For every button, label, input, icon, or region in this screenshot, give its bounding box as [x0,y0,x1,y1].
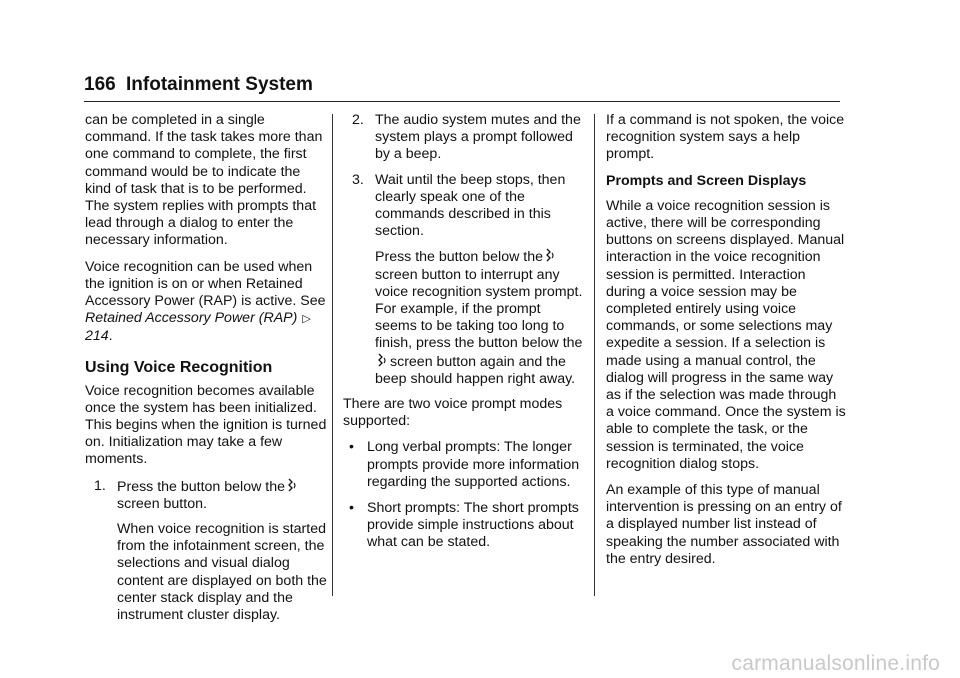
voice-recognition-icon [377,353,388,368]
step-text-part: screen button again and the beep should happen right away. [375,353,576,387]
bullet-icon: • [349,439,354,456]
section-heading: Using Voice Recognition [85,358,273,376]
list-item [343,172,585,388]
step-text: Wait until the beep stops, then clearly speak one of the commands described in this section. [375,171,566,240]
paragraph: An example of this type of manual intervention is pressing on an entry of a displayed number list instead of speaking the number associated with the entry desired. [606,482,842,567]
paragraph-text: Voice recognition can be used when the ignition is on or when Retained Accessory Power (RAP) is active. See [85,258,326,310]
paragraph: can be completed in a single command. If the task takes more than one command to complete, the first command would be to indicate the kind of task that is to be performed. The system replies with prompts that lead through a dialog to enter the necessary information. [85,112,323,249]
page-reference-icon: ▷ [302,313,311,326]
list-item [85,478,327,625]
step-text-part: screen button. [117,495,207,512]
step-number: 1. [94,477,106,494]
watermark: carmanualsonline.info [731,652,940,675]
bullet-text: Short prompts: The short prompts provide simple instructions about what can be stated. [367,500,579,551]
voice-recognition-icon [545,248,556,263]
sub-heading: Prompts and Screen Displays [606,172,807,189]
column-divider [594,114,595,596]
paragraph: While a voice recognition session is active, there will be corresponding buttons on screens displayed. Manual interaction in the voice recognition session is permitted. Interaction during a voice session may be completed entirely using voice commands, or some selections may expedite a session. If a selection is made using a manual control, the dialog will progress in the same way as if the selection was made through a voice command. Once the system is able to complete the task, or the session is terminated, the voice recognition dialog stops. [606,197,846,472]
step-text: The audio system mutes and the system plays a prompt followed by a beep. [375,112,581,163]
paragraph [85,259,327,346]
step-text [117,478,327,513]
column-3 [606,112,846,577]
step-number: 3. [352,171,364,188]
page-number: 166 [84,74,116,95]
paragraph: If a command is not spoken, the voice recognition system says a help prompt. [606,112,845,163]
step-text-part: screen button to interrupt any voice recognition system prompt. For example, if the prompt seems to be taking too long to finish, press the button below the [375,266,583,352]
step-text: When voice recognition is started from the infotainment screen, the selections and visual dialog content are displayed on both the center stack display and the instrument cluster display. [117,521,327,624]
column-divider [332,114,333,596]
voice-recognition-icon [287,478,298,493]
page-header [84,74,840,100]
step-text [375,248,585,388]
list-item [343,112,585,164]
list-item [343,439,585,491]
list-item [343,500,585,552]
bullet-icon: • [349,500,354,517]
step-number: 2. [352,112,364,128]
column-2 [343,112,585,561]
paragraph: Voice recognition becomes available once the system has been initialized. This begins when the ignition is turned on. Initialization may take a few moments. [85,382,327,468]
bullet-text: Long verbal prompts: The longer prompts provide more information regarding the supported actions. [367,439,580,490]
column-1 [85,112,327,632]
step-text-part: Press the button below the [117,478,285,495]
paragraph-end: . [108,328,113,345]
header-rule [84,101,840,102]
step-text-part: Press the button below the [375,249,543,266]
paragraph: There are two voice prompt modes supported: [343,396,563,430]
page-title: Infotainment System [126,74,313,95]
cross-reference-link[interactable]: Retained Accessory Power (RAP) [85,310,298,327]
cross-reference-page[interactable]: 214 [85,328,109,345]
